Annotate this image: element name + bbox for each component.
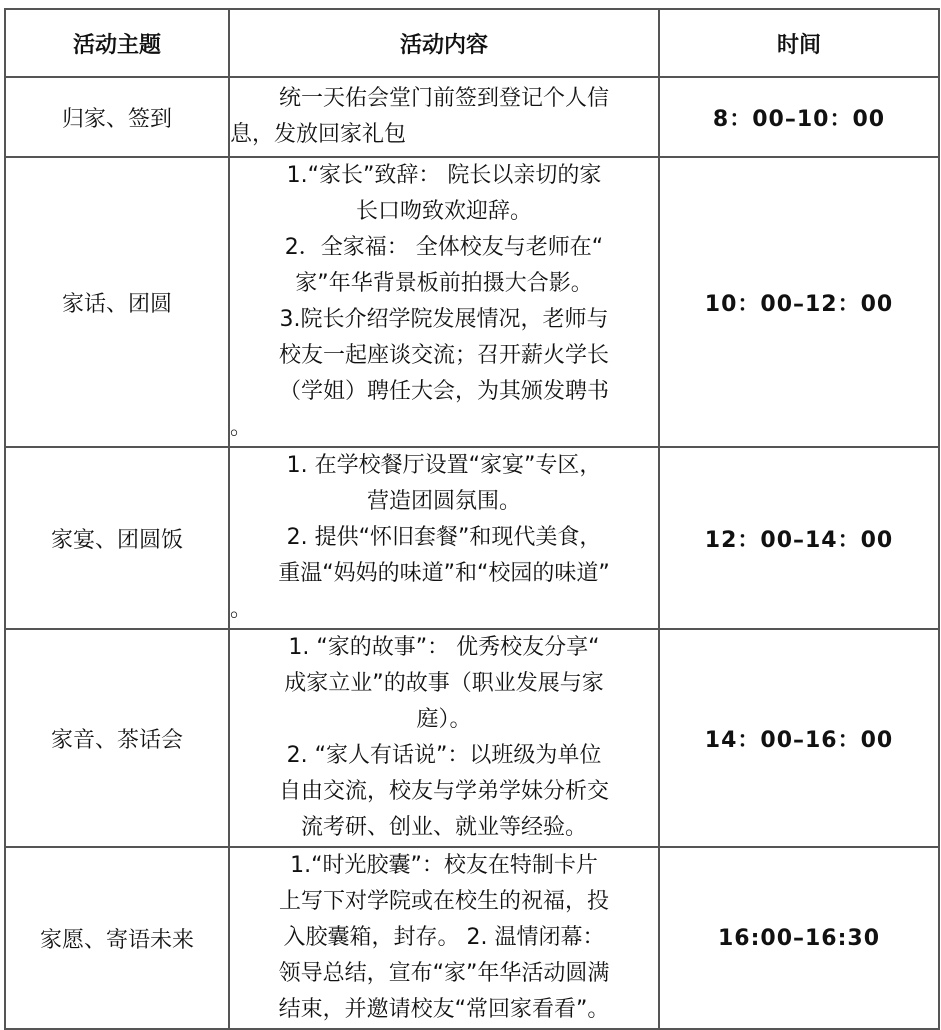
content-line: 息，发放回家礼包 [230,122,407,147]
content-line: 上写下对学院或在校生的祝福，投 [278,889,609,914]
content-line: 重温“妈妈的味道”和“校园的味道” [278,561,610,586]
content-line: 入胶囊箱，封存。 2. 温情闭幕： [283,925,605,950]
content-line: 流考研、创业、就业等经验。 [300,815,587,840]
row-time: 10：00–12：00 [659,157,939,447]
row-theme: 家音、茶话会 [5,629,229,847]
content-line: 2．全家福： 全体校友与老师在“ [284,235,604,260]
header-content: 活动内容 [229,9,659,77]
content-line: （学姐）聘任大会，为其颁发聘书 [278,379,609,404]
row-theme: 家话、团圆 [5,157,229,447]
row-time: 12：00–14：00 [659,447,939,629]
row-theme: 家愿、寄语未来 [5,847,229,1029]
content-line: 统一天佑会堂门前签到登记个人信 [278,86,609,111]
row-time: 8：00–10：00 [659,77,939,157]
header-row [5,9,939,77]
row-time: 16:00–16:30 [659,847,939,1029]
content-line: 。 [230,597,253,622]
table-row [5,157,939,447]
schedule-table [4,8,940,1030]
row-content [229,157,659,447]
content-line: 家”年华背景板前拍摄大合影。 [295,271,593,296]
row-theme: 家宴、团圆饭 [5,447,229,629]
content-line: 3.院长介绍学院发展情况，老师与 [279,307,609,332]
content-line: 成家立业”的故事（职业发展与家 [284,671,604,696]
content-line: 。 [230,415,253,440]
row-content [229,447,659,629]
content-line: 长口吻致欢迎辞。 [355,199,532,224]
content-line: 校友一起座谈交流；召开薪火学长 [278,343,609,368]
content-line: 1.“时光胶囊”：校友在特制卡片 [290,853,598,878]
row-theme: 归家、签到 [5,77,229,157]
content-line: 庭）。 [416,707,472,732]
content-line: 2. 提供“怀旧套餐”和现代美食， [286,525,602,550]
row-time: 14：00–16：00 [659,629,939,847]
content-line: 1. “家的故事”： 优秀校友分享“ [288,635,600,660]
content-line: 领导总结，宣布“家”年华活动圆满 [278,961,610,986]
content-line: 营造团圆氛围。 [366,489,521,514]
content-line: 结束，并邀请校友“常回家看看”。 [278,997,610,1022]
content-line: 自由交流，校友与学弟学妹分析交 [278,779,609,804]
table-row [5,847,939,1029]
header-time: 时间 [659,9,939,77]
table-row [5,629,939,847]
table-row [5,77,939,157]
row-content [229,629,659,847]
content-line: 2. “家人有话说”：以班级为单位 [286,743,602,768]
content-line: 1.“家长”致辞： 院长以亲切的家 [286,163,602,188]
row-content [229,77,659,157]
content-line: 1. 在学校餐厅设置“家宴”专区， [286,453,602,478]
header-theme: 活动主题 [5,9,229,77]
table-row [5,447,939,629]
row-content [229,847,659,1029]
